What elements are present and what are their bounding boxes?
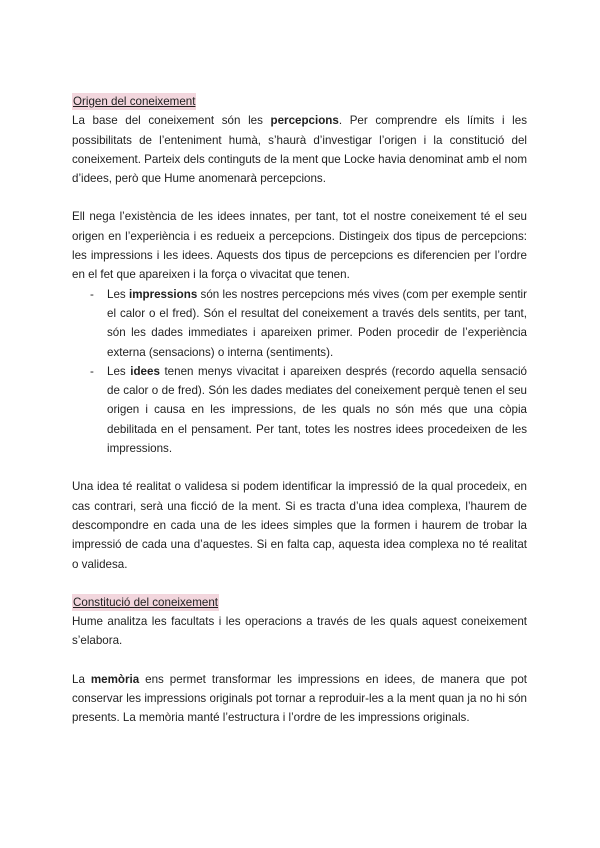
section-heading-origen: Origen del coneixement	[73, 95, 196, 108]
section-heading-constitucio: Constitució del coneixement	[73, 595, 219, 609]
text-run: La	[72, 672, 91, 686]
bold-term-idees: idees	[130, 364, 160, 378]
paragraph-realitat-validesa: Una idea té realitat o validesa si podem identificar la impressió de la qual procedeix, en cas contrari, serà una ficció de la ment. Si es tracta d’una idea complexa, l’haurem de descompondre en cada una de les idees simples que la formen i haurem de trobar la impressió de cada una d’aquestes. Si en falta cap, aquesta idea complexa no té realitat o validesa.	[72, 480, 527, 571]
bullet-item-impressions	[72, 285, 527, 362]
spacer	[72, 651, 527, 670]
bullet-dash: -	[90, 287, 94, 301]
paragraph-idees-innates: Ell nega l’existència de les idees innates, per tant, tot el nostre coneixement té el seu origen en l’experiència i es redueix a percepcions. Distingeix dos tipus de percepcions: les impressions i les idees. Aquests dos tipus de percepcions es diferencien per l’ordre en el fet que apareixen i la força o vivacitat que tenen.	[72, 210, 527, 282]
text-run: La base del coneixement són les	[72, 114, 271, 128]
text-run: Les	[107, 287, 129, 301]
bold-term-memoria: memòria	[90, 672, 140, 686]
spacer	[72, 188, 527, 207]
text-run: ens permet transformar les impressions en idees, de manera que pot conservar les impressions originals pot tornar a reproduir-les a la ment quan ja no hi són presents. La memòria manté l’estructura i l’ordre de les impressions originals.	[72, 672, 527, 725]
spacer	[72, 574, 527, 593]
text-run: tenen menys vivacitat i apareixen després (recordo aquella sensació de calor o de fred). Són les dades mediates del coneixement perquè tenen el seu origen i causa en les impressions, de les quals no són més que una còpia debilitada en el pensament. Per tant, totes les nostres idees procedeixen de les impressions.	[107, 364, 527, 456]
paragraph-facultats: Hume analitza les facultats i les operacions a través de les quals aquest coneixement s’elabora.	[72, 615, 527, 648]
bullet-dash: -	[90, 364, 94, 378]
text-run: . Per comprendre els límits i les possibilitats de l’enteniment humà, s’haurà d’investigar l’origen i la constitució del coneixement. Parteix dels continguts de la ment que Locke havia denominat amb el nom d’idees, però que Hume anomenarà percepcions.	[72, 114, 527, 186]
bullet-list	[72, 285, 527, 459]
text-run: són les nostres percepcions més vives (com per exemple sentir el calor o el fred). Són el resultat del coneixement a través dels sentits, per tant, són les dades immediates i apareixen primer. Poden procedir de l’experiència externa (sensacions) o interna (sentiments).	[107, 287, 527, 359]
bold-term-impressions: impressions	[128, 287, 198, 301]
text-run: Les	[107, 364, 131, 378]
bold-term-percepcions: percepcions	[270, 114, 339, 128]
document-content	[72, 92, 527, 728]
paragraph-percepcions	[72, 111, 527, 188]
bullet-item-idees	[72, 362, 527, 458]
spacer	[72, 458, 527, 477]
paragraph-memoria	[72, 670, 527, 728]
